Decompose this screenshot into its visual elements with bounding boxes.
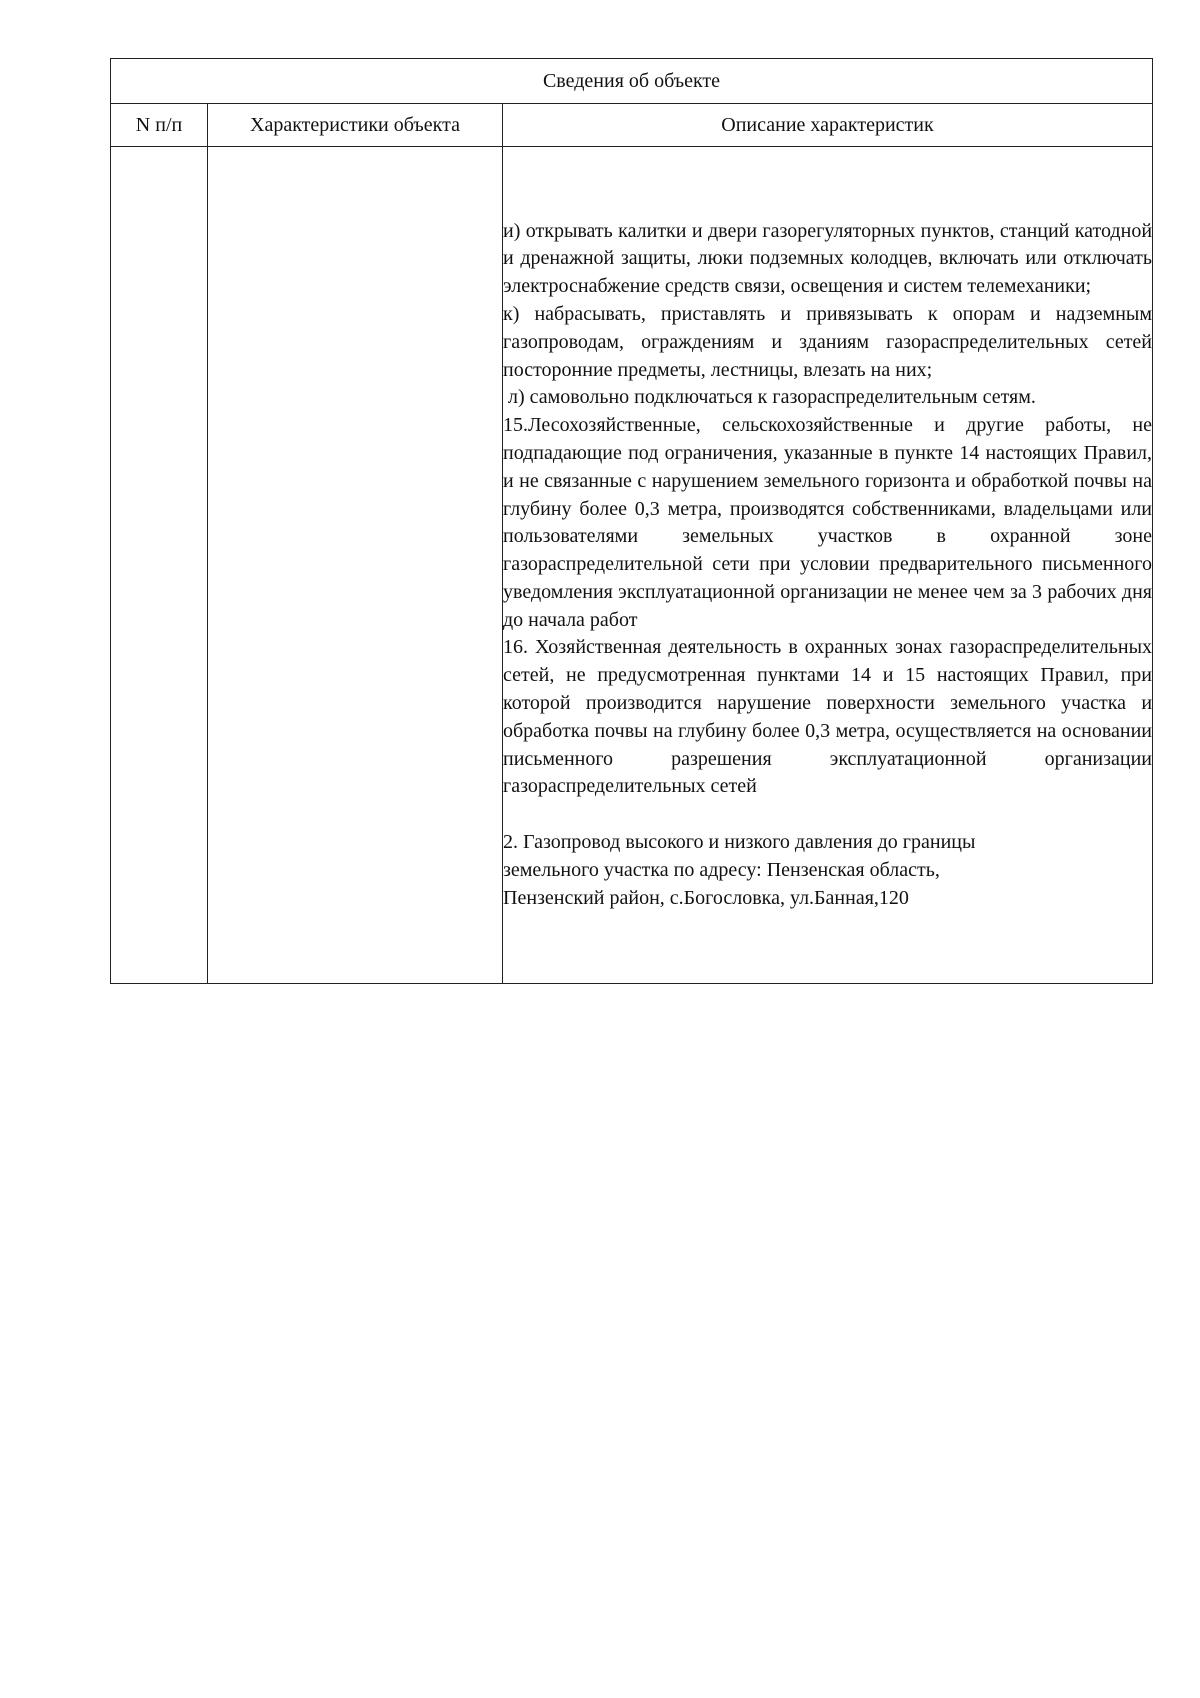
address-line-3: Пензенский район, с.Богословка, ул.Банная,120 [503,886,909,909]
paragraph-item-16: 16. Хозяйственная деятельность в охранных зонах газораспределительных сетей, не предусмотренная пунктами 14 и 15 настоящих Правил, при которой производится нарушение поверхности земельного участка и обработка почвы на глубину более 0,3 метра, осуществляется на основании письменного разрешения эксплуатационной организации газораспределительных сетей [503,636,1153,798]
cell-description [503,147,1153,984]
address-line-1: 2. Газопровод высокого и низкого давления до границы [503,831,976,854]
table-title: Сведения об объекте [111,59,1153,104]
header-num: N п/п [111,104,208,147]
paragraph-spacer [503,801,1152,829]
header-characteristics: Характеристики объекта [208,104,503,147]
cell-num [111,147,208,984]
paragraph-item-15: 15.Лесохозяйственные, сельскохозяйственные и другие работы, не подпадающие под ограничения, указанные в пункте 14 настоящих Правил, и не связанные с нарушением земельного горизонта и обработкой почвы на глубину более 0,3 метра, производятся собственниками, владельцами или пользователями земельных участков в охранной зоне газораспределительной сети при условии предварительного письменного уведомления эксплуатационной организации не менее чем за 3 рабочих дня до начала работ [503,414,1153,631]
address-line-2: земельного участка по адресу: Пензенская область, [503,858,940,881]
header-description: Описание характеристик [503,104,1153,147]
table-header-row [111,104,1153,147]
paragraph-item-l: л) самовольно подключаться к газораспределительным сетям. [508,386,1036,409]
object-info-table [110,58,1153,984]
paragraph-item-k: к) набрасывать, приставлять и привязывать к опорам и надземным газопроводам, ограждениям и зданиям газораспределительных сетей посторонние предметы, лестницы, влезать на них; [503,302,1153,381]
paragraph-item-i: и) открывать калитки и двери газорегуляторных пунктов, станций катодной и дренажной защиты, люки подземных колодцев, включать или отключать электроснабжение средств связи, освещения и систем телемеханики; [503,219,1153,298]
table-row [111,147,1153,984]
cell-characteristics [208,147,503,984]
table-title-row [111,59,1153,104]
